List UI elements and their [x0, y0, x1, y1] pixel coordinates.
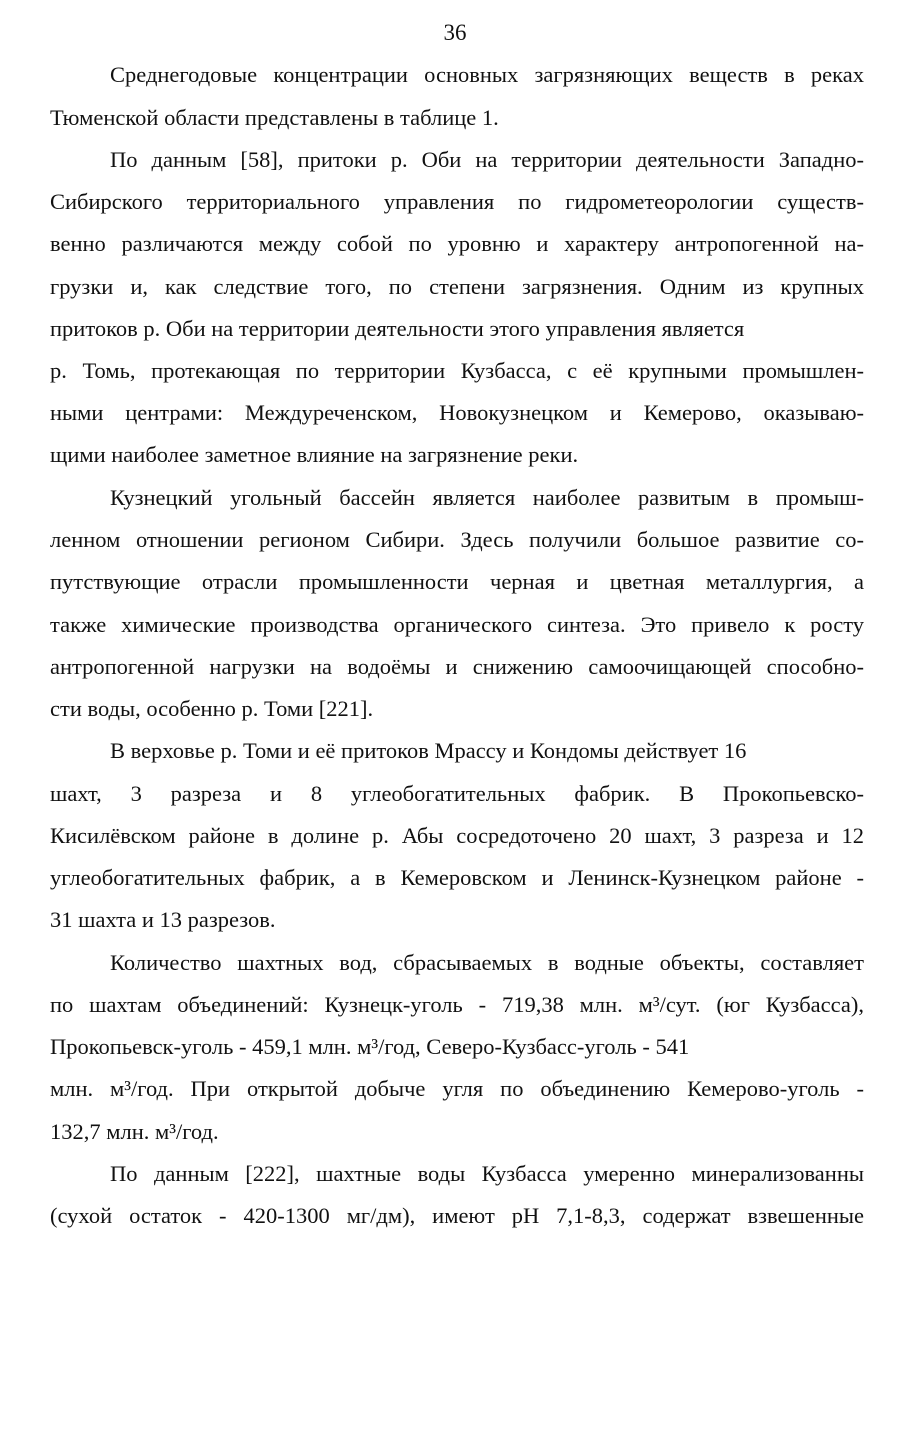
paragraph-2-line-3: венно различаются между собой по уровню и характеру антропогенной на-: [50, 231, 864, 256]
paragraph-6-line-1: По данным [222], шахтные воды Кузбасса умеренно минерализованны: [110, 1161, 864, 1186]
paragraph-4-line-5: 31 шахта и 13 разрезов.: [50, 907, 276, 932]
paragraph-3-line-1: Кузнецкий угольный бассейн является наиболее развитым в промыш-: [110, 485, 864, 510]
paragraph-1-line-1: Среднегодовые концентрации основных загрязняющих веществ в реках: [110, 62, 864, 87]
paragraph-3-line-6: сти воды, особенно р. Томи [221].: [50, 696, 374, 721]
paragraph-2-line-5: притоков р. Оби на территории деятельности этого управления является: [50, 316, 745, 341]
page-number: 36: [443, 20, 467, 45]
paragraph-4-line-4: углеобогатительных фабрик, а в Кемеровском и Ленинск-Кузнецком районе -: [50, 865, 864, 890]
paragraph-2-line-2: Сибирского территориального управления по гидрометеорологии существ-: [50, 189, 864, 214]
paragraph-3-line-4: также химические производства органического синтеза. Это привело к росту: [50, 612, 864, 637]
paragraph-5-line-4: млн. м³/год. При открытой добыче угля по объединению Кемерово-уголь -: [50, 1076, 864, 1101]
paragraph-4-line-3: Кисилёвском районе в долине р. Абы сосредоточено 20 шахт, 3 разреза и 12: [50, 823, 864, 848]
paragraph-2-line-7: ными центрами: Междуреченском, Новокузнецком и Кемерово, оказываю-: [50, 400, 864, 425]
paragraph-3-line-5: антропогенной нагрузки на водоёмы и снижению самоочищающей способно-: [50, 654, 864, 679]
paragraph-5-line-5: 132,7 млн. м³/год.: [50, 1119, 219, 1144]
paragraph-2-line-1: По данным [58], притоки р. Оби на территории деятельности Западно-: [110, 147, 864, 172]
paragraph-3-line-3: путствующие отрасли промышленности черная и цветная металлургия, а: [50, 569, 864, 594]
paragraph-4-line-2: шахт, 3 разреза и 8 углеобогатительных фабрик. В Прокопьевско-: [50, 781, 864, 806]
paragraph-2-line-6: р. Томь, протекающая по территории Кузбасса, с её крупными промышлен-: [50, 358, 864, 383]
paragraph-4-line-1: В верховье р. Томи и её притоков Мрассу и Кондомы действует 16: [110, 738, 747, 763]
paragraph-2-line-4: грузки и, как следствие того, по степени загрязнения. Одним из крупных: [50, 274, 864, 299]
paragraph-1-line-2: Тюменской области представлены в таблице 1.: [50, 105, 499, 130]
paragraph-2-line-8: щими наиболее заметное влияние на загрязнение реки.: [50, 442, 579, 467]
paragraph-5-line-3: Прокопьевск-уголь - 459,1 млн. м³/год, Северо-Кузбасс-уголь - 541: [50, 1034, 690, 1059]
paragraph-6-line-2: (сухой остаток - 420-1300 мг/дм), имеют pH 7,1-8,3, содержат взвешенные: [50, 1203, 864, 1228]
paragraph-5-line-2: по шахтам объединений: Кузнецк-уголь - 719,38 млн. м³/сут. (юг Кузбасса),: [50, 992, 864, 1017]
paragraph-3-line-2: ленном отношении регионом Сибири. Здесь получили большое развитие со-: [50, 527, 864, 552]
paragraph-5-line-1: Количество шахтных вод, сбрасываемых в водные объекты, составляет: [110, 950, 864, 975]
